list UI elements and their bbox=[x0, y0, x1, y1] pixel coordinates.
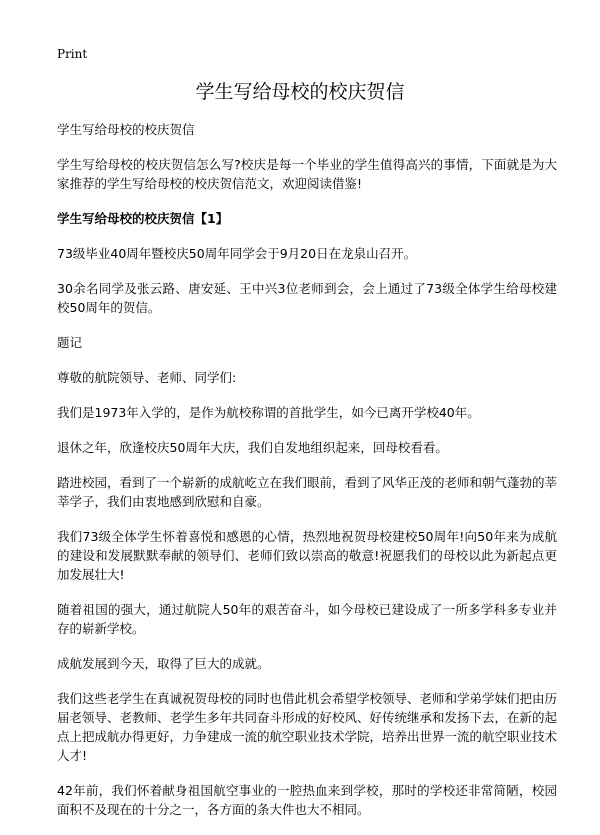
paragraph: 42年前，我们怀着献身祖国航空事业的一腔热血来到学校，那时的学校还非常简陋，校园面积不及现在的十分之一，各方面的条大件也大不相同。 bbox=[57, 783, 557, 817]
paragraph: 30余名同学及张云路、唐安延、王中兴3位老师到会，会上通过了73级全体学生给母校建校50周年的贺信。 bbox=[57, 281, 557, 315]
paragraph: 随着祖国的强大，通过航院人50年的艰苦奋斗，如今母校已建设成了一所多学科多专业并存的崭新学校。 bbox=[57, 602, 557, 636]
section-heading: 学生写给母校的校庆贺信【1】 bbox=[57, 211, 229, 226]
document-body bbox=[57, 120, 557, 835]
paragraph: 退休之年，欣逢校庆50周年大庆，我们自发地组织起来，回母校看看。 bbox=[57, 440, 448, 455]
paragraph-salutation: 尊敬的航院领导、老师、同学们: bbox=[57, 370, 237, 385]
paragraph: 我们是1973年入学的，是作为航校称谓的首批学生，如今已离开学校40年。 bbox=[57, 405, 480, 420]
print-link[interactable]: Print bbox=[57, 47, 88, 61]
paragraph: 我们这些老学生在真诚祝贺母校的同时也借此机会希望学校领导、老师和学弟学妹们把由历届老领导、老教师、老学生多年共同奋斗形成的好校风、好传统继承和发扬下去，在新的起点上把成航办得更好，力争建成一流的航空职业技术学院，培养出世界一流的航空职业技术人才! bbox=[57, 691, 558, 763]
paragraph: 73级毕业40周年暨校庆50周年同学会于9月20日在龙泉山召开。 bbox=[57, 246, 417, 261]
document-title: 学生写给母校的校庆贺信 bbox=[195, 81, 405, 103]
document-subtitle: 学生写给母校的校庆贺信 bbox=[57, 122, 195, 137]
paragraph: 我们73级全体学生怀着喜悦和感恩的心情，热烈地祝贺母校建校50周年!向50年来为成航的建设和发展默默奉献的领导们、老师们致以崇高的敬意!祝愿我们的母校以此为新起点更加发展壮大! bbox=[57, 529, 557, 582]
paragraph-epigraph: 题记 bbox=[57, 335, 83, 350]
paragraph: 踏进校园，看到了一个崭新的成航屹立在我们眼前，看到了风华正茂的老师和朝气蓬勃的莘莘学子，我们由衷地感到欣慰和自豪。 bbox=[57, 475, 558, 509]
paragraph: 成航发展到今天，取得了巨大的成就。 bbox=[57, 656, 270, 671]
intro-paragraph: 学生写给母校的校庆贺信怎么写?校庆是每一个毕业的学生值得高兴的事情，下面就是为大家推荐的学生写给母校的校庆贺信范文，欢迎阅读借鉴! bbox=[57, 157, 557, 191]
